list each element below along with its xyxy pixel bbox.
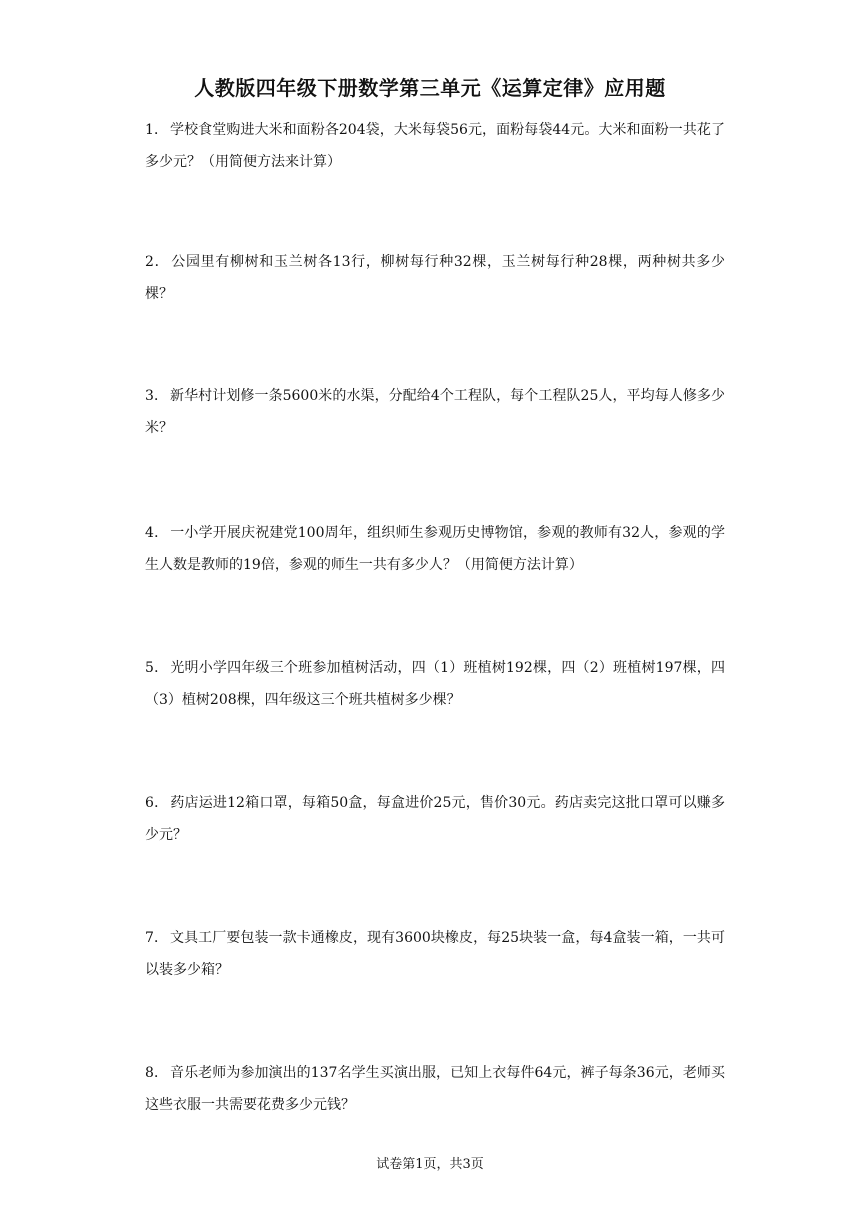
question-text: 文具工厂要包装一款卡通橡皮，现有3600块橡皮，每25块装一盒，每4盒装一箱，一共可以装多少箱？ bbox=[145, 930, 725, 978]
question-1 bbox=[145, 114, 725, 178]
question-text: 学校食堂购进大米和面粉各204袋，大米每袋56元，面粉每袋44元。大米和面粉一共花了多少元？（用简便方法来计算） bbox=[145, 122, 725, 170]
question-number: 2． bbox=[145, 254, 170, 270]
question-4 bbox=[145, 517, 725, 581]
question-text: 光明小学四年级三个班参加植树活动，四（1）班植树192棵，四（2）班植树197棵，四（3）植树208棵，四年级这三个班共植树多少棵？ bbox=[145, 660, 725, 708]
question-3 bbox=[145, 380, 725, 444]
question-text: 音乐老师为参加演出的137名学生买演出服，已知上衣每件64元，裤子每条36元，老师买这些衣服一共需要花费多少元钱？ bbox=[145, 1065, 725, 1113]
page-footer: 试卷第1页，共3页 bbox=[376, 1157, 484, 1172]
page-title: 人教版四年级下册数学第三单元《运算定律》应用题 bbox=[194, 76, 666, 100]
question-number: 4． bbox=[145, 525, 169, 541]
question-6 bbox=[145, 787, 725, 851]
question-5 bbox=[145, 652, 725, 716]
question-number: 3． bbox=[145, 388, 169, 404]
question-number: 6． bbox=[145, 795, 169, 811]
question-text: 公园里有柳树和玉兰树各13行，柳树每行种32棵，玉兰树每行种28棵，两种树共多少棵？ bbox=[145, 254, 725, 302]
question-number: 7． bbox=[145, 930, 169, 946]
question-text: 新华村计划修一条5600米的水渠，分配给4个工程队，每个工程队25人，平均每人修多少米？ bbox=[145, 388, 725, 436]
question-2 bbox=[145, 246, 725, 310]
question-8 bbox=[145, 1057, 725, 1121]
question-number: 5． bbox=[145, 660, 169, 676]
question-number: 1． bbox=[145, 122, 169, 138]
question-text: 一小学开展庆祝建党100周年，组织师生参观历史博物馆，参观的教师有32人，参观的学生人数是教师的19倍，参观的师生一共有多少人？（用简便方法计算） bbox=[145, 525, 725, 573]
question-7 bbox=[145, 922, 725, 986]
question-number: 8． bbox=[145, 1065, 169, 1081]
question-text: 药店运进12箱口罩，每箱50盒，每盒进价25元，售价30元。药店卖完这批口罩可以赚多少元？ bbox=[145, 795, 725, 843]
